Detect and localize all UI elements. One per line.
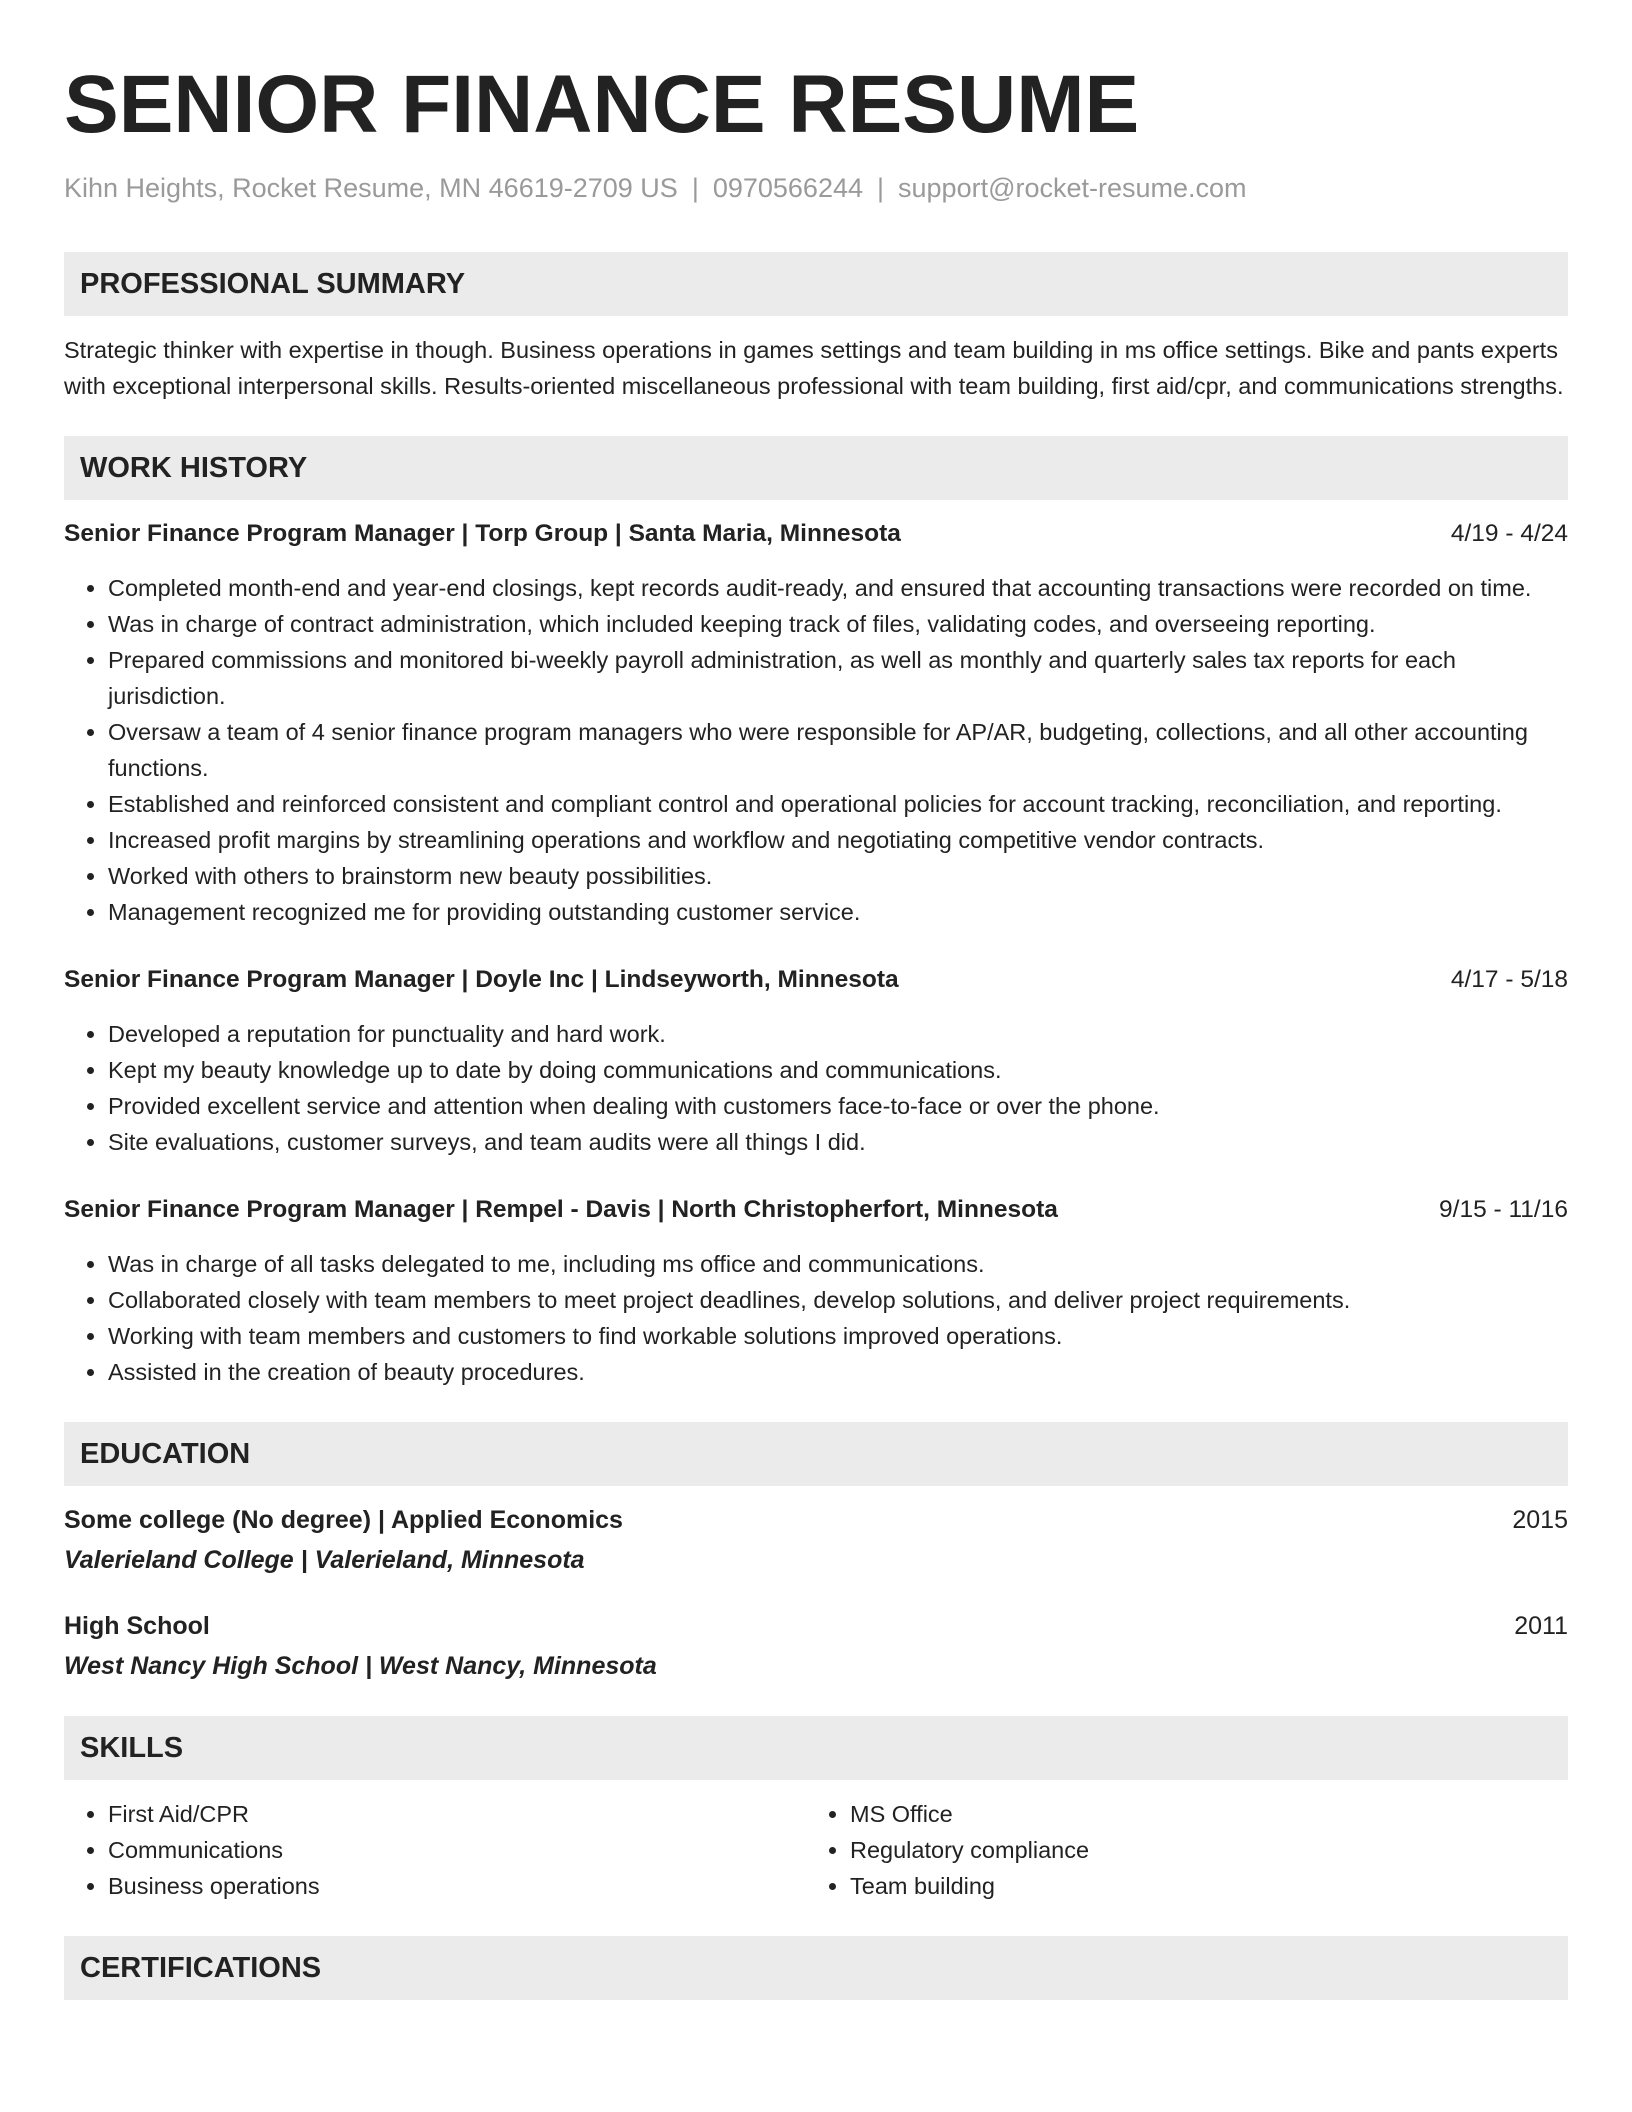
section-header-summary: PROFESSIONAL SUMMARY (64, 252, 1568, 316)
list-item: • Kept my beauty knowledge up to date by doing communications and communications. (108, 1052, 1568, 1088)
contact-line (64, 172, 1568, 204)
list-item: • Increased profit margins by streamlining operations and workflow and negotiating competitive vendor contracts. (108, 822, 1568, 858)
job-title: Senior Finance Program Manager | Rempel - Davis | North Christopherfort, Minnesota (64, 1196, 1058, 1224)
job-title: Senior Finance Program Manager | Doyle Inc | Lindseyworth, Minnesota (64, 966, 899, 994)
job-dates: 4/17 - 5/18 (1450, 966, 1568, 994)
contact-separator: | (877, 173, 885, 203)
job-bullets (64, 1246, 1568, 1390)
contact-separator: | (691, 173, 699, 203)
job-header (64, 1192, 1568, 1228)
summary-text: Strategic thinker with expertise in though. Business operations in games settings and team building in ms office settings. Bike and pants experts with exceptional interpersonal skills. Results-oriented miscellaneous professional with team building, first aid/cpr, and communications strengths. (64, 337, 1564, 400)
job-bullets (64, 570, 1568, 930)
education-header (64, 1502, 1568, 1538)
skill-item: • Business operations (108, 1868, 806, 1904)
job-dates: 4/19 - 4/24 (1450, 520, 1568, 548)
list-item: • Was in charge of contract administration, which included keeping track of files, validating codes, and overseeing reporting. (108, 606, 1568, 642)
list-item: • Provided excellent service and attention when dealing with customers face-to-face or over the phone. (108, 1088, 1568, 1124)
education-school: West Nancy High School | West Nancy, Minnesota (64, 1652, 657, 1681)
skill-item: • Team building (850, 1868, 1548, 1904)
education-entry (64, 1502, 1568, 1578)
contact-address: Kihn Heights, Rocket Resume, MN 46619-2709 US (64, 173, 678, 203)
education-year: 2015 (1512, 1506, 1568, 1535)
education-degree: Some college (No degree) | Applied Economics (64, 1506, 623, 1535)
skill-item: • Communications (108, 1832, 806, 1868)
skill-item: • MS Office (850, 1796, 1548, 1832)
list-item: • Oversaw a team of 4 senior finance program managers who were responsible for AP/AR, budgeting, collections, and all other accounting functions. (108, 714, 1568, 786)
list-item: • Worked with others to brainstorm new beauty possibilities. (108, 858, 1568, 894)
contact-email: support@rocket-resume.com (898, 173, 1247, 203)
list-item: • Prepared commissions and monitored bi-weekly payroll administration, as well as monthly and quarterly sales tax reports for each jurisdiction. (108, 642, 1568, 714)
job-bullets (64, 1016, 1568, 1160)
education-year: 2011 (1514, 1612, 1568, 1641)
skills-grid (64, 1796, 1568, 1904)
job-header (64, 516, 1568, 552)
list-item: • Completed month-end and year-end closings, kept records audit-ready, and ensured that accounting transactions were recorded on time. (108, 570, 1568, 606)
list-item: • Established and reinforced consistent and compliant control and operational policies for account tracking, reconciliation, and reporting. (108, 786, 1568, 822)
education-degree: High School (64, 1612, 210, 1641)
list-item: • Was in charge of all tasks delegated to me, including ms office and communications. (108, 1246, 1568, 1282)
job-entry (64, 962, 1568, 1160)
education-header (64, 1608, 1568, 1644)
education-school: Valerieland College | Valerieland, Minnesota (64, 1546, 585, 1575)
list-item: • Developed a reputation for punctuality and hard work. (108, 1016, 1568, 1052)
list-item: • Working with team members and customers to find workable solutions improved operations. (108, 1318, 1568, 1354)
job-dates: 9/15 - 11/16 (1439, 1196, 1568, 1224)
list-item: • Assisted in the creation of beauty procedures. (108, 1354, 1568, 1390)
skill-item: • First Aid/CPR (108, 1796, 806, 1832)
section-header-education: EDUCATION (64, 1422, 1568, 1486)
job-title: Senior Finance Program Manager | Torp Group | Santa Maria, Minnesota (64, 520, 901, 548)
list-item: • Management recognized me for providing outstanding customer service. (108, 894, 1568, 930)
section-header-certifications: CERTIFICATIONS (64, 1936, 1568, 2000)
section-header-work-history: WORK HISTORY (64, 436, 1568, 500)
job-entry (64, 1192, 1568, 1390)
job-entry (64, 516, 1568, 930)
resume-name: SENIOR FINANCE RESUME (64, 59, 1140, 150)
list-item: • Site evaluations, customer surveys, and team audits were all things I did. (108, 1124, 1568, 1160)
section-header-skills: SKILLS (64, 1716, 1568, 1780)
skills-list-right (806, 1796, 1548, 1904)
contact-phone: 0970566244 (712, 173, 863, 203)
list-item: • Collaborated closely with team members to meet project deadlines, develop solutions, and deliver project requirements. (108, 1282, 1568, 1318)
job-header (64, 962, 1568, 998)
education-entry (64, 1608, 1568, 1684)
skills-list-left (64, 1796, 806, 1904)
skill-item: • Regulatory compliance (850, 1832, 1548, 1868)
